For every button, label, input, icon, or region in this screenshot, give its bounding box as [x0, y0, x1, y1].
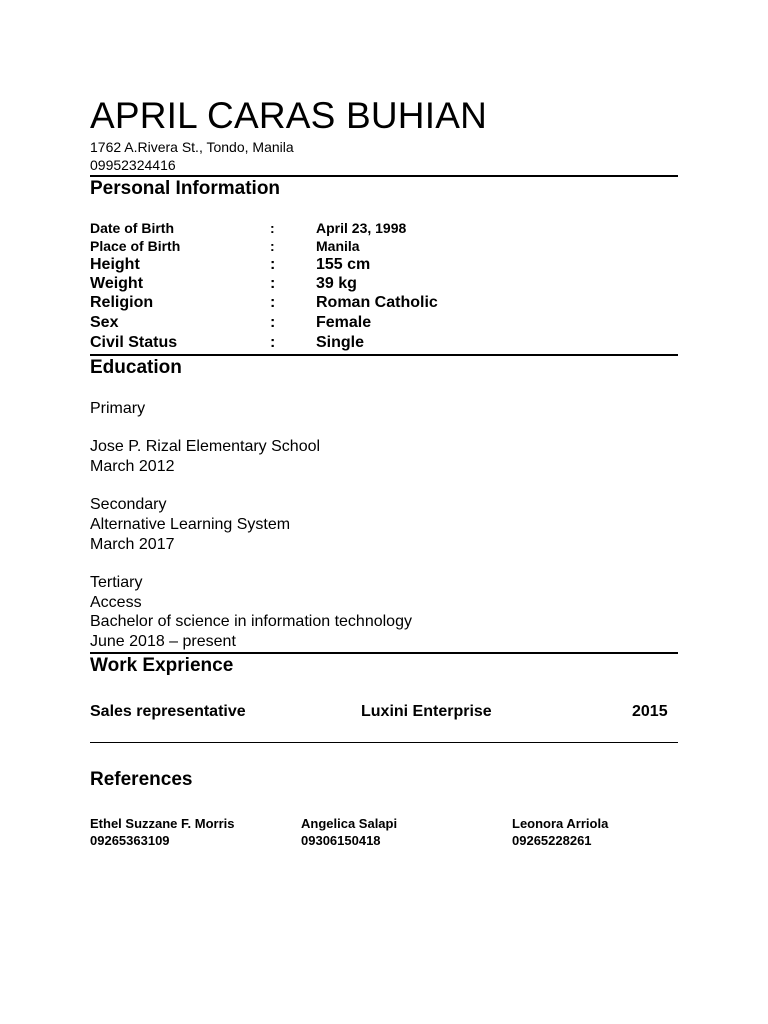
info-colon: :	[270, 334, 276, 351]
applicant-address: 1762 A.Rivera St., Tondo, Manila	[90, 139, 294, 155]
info-label: Civil Status	[90, 334, 178, 351]
info-label: Weight	[90, 275, 144, 292]
primary-date: March 2012	[90, 458, 175, 475]
info-value: 39 kg	[316, 275, 357, 292]
applicant-phone: 09952324416	[90, 157, 176, 173]
info-colon: :	[270, 314, 276, 331]
info-colon: :	[270, 294, 276, 311]
tertiary-date: June 2018 – present	[90, 633, 236, 650]
reference-name: Angelica Salapi	[301, 816, 398, 831]
info-value: Female	[316, 314, 372, 331]
education-heading: Education	[90, 357, 182, 378]
info-value: Roman Catholic	[316, 294, 438, 311]
tertiary-school: Access	[90, 594, 142, 611]
info-label: Sex	[90, 314, 119, 331]
info-value: April 23, 1998	[316, 220, 407, 236]
reference-phone: 09265228261	[512, 833, 592, 848]
work-experience-heading: Work Exprience	[90, 655, 234, 676]
secondary-school: Alternative Learning System	[90, 516, 291, 533]
reference-item	[512, 815, 608, 849]
section-divider	[90, 652, 678, 654]
reference-name: Ethel Suzzane F. Morris	[90, 816, 235, 831]
info-colon: :	[270, 220, 275, 236]
work-company: Luxini Enterprise	[361, 703, 492, 720]
primary-heading: Primary	[90, 400, 146, 417]
section-divider	[90, 354, 678, 356]
references-heading: References	[90, 769, 193, 790]
info-colon: :	[270, 275, 276, 292]
info-label: Religion	[90, 294, 154, 311]
tertiary-course: Bachelor of science in information technology	[90, 613, 412, 630]
info-value: Single	[316, 334, 365, 351]
info-label: Date of Birth	[90, 220, 174, 236]
info-colon: :	[270, 238, 275, 254]
work-position: Sales representative	[90, 703, 246, 720]
info-value: Manila	[316, 238, 360, 254]
applicant-name: APRIL CARAS BUHIAN	[90, 95, 487, 136]
info-colon: :	[270, 256, 276, 273]
work-year: 2015	[632, 703, 668, 720]
reference-phone: 09306150418	[301, 833, 381, 848]
secondary-heading: Secondary	[90, 496, 167, 513]
personal-info-heading: Personal Information	[90, 178, 281, 199]
secondary-date: March 2017	[90, 536, 175, 553]
reference-name: Leonora Arriola	[512, 816, 609, 831]
reference-item	[301, 815, 397, 849]
tertiary-heading: Tertiary	[90, 574, 143, 591]
reference-phone: 09265363109	[90, 833, 170, 848]
section-divider	[90, 742, 678, 743]
info-label: Height	[90, 256, 140, 273]
primary-school: Jose P. Rizal Elementary School	[90, 438, 321, 455]
info-label: Place of Birth	[90, 238, 181, 254]
reference-item	[90, 815, 234, 849]
section-divider	[90, 175, 678, 177]
info-value: 155 cm	[316, 256, 371, 273]
